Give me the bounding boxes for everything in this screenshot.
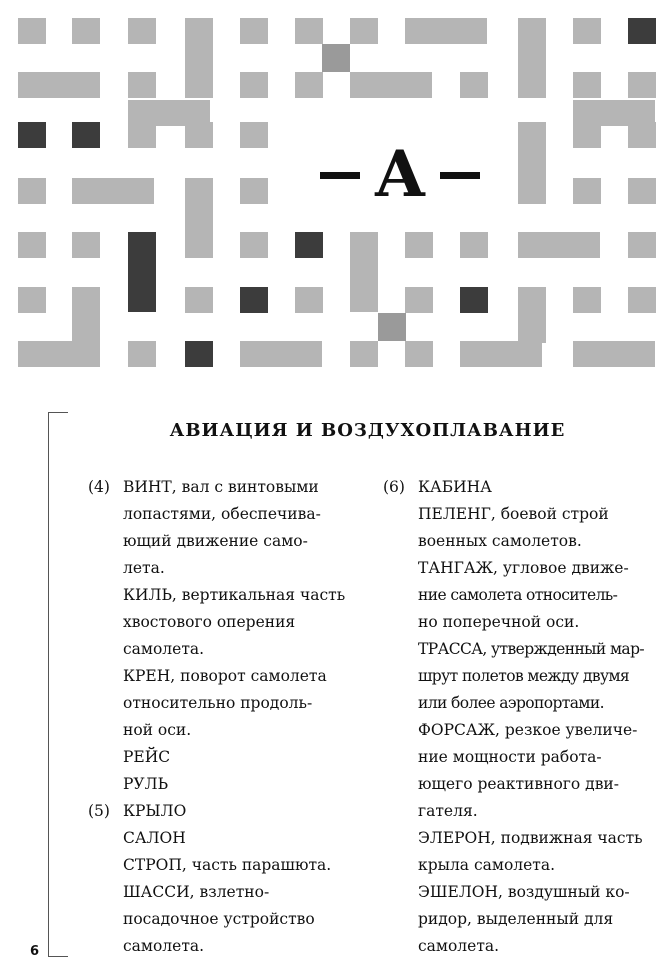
entry-line: ющий движение само- (123, 532, 308, 550)
entry-line: относительно продоль- (123, 694, 313, 712)
word-group (383, 474, 658, 960)
dash-right (440, 172, 480, 179)
entry-line: ющего реактивного дви- (418, 775, 619, 793)
entry-line: САЛОН (123, 829, 186, 847)
entry-line: КРЕН, поворот самолета (123, 667, 327, 685)
crossword-header-pattern (0, 0, 668, 380)
entry-line: самолета. (123, 937, 205, 955)
entry-line: РЕЙС (123, 748, 171, 766)
entry-line: ной оси. (123, 721, 192, 739)
word-group (88, 474, 373, 798)
entry-line: посадочное устройство (123, 910, 315, 928)
entry-line: ние самолета относитель- (418, 586, 618, 604)
entry-line: лета. (123, 559, 165, 577)
entry-line: ТРАССА, утвержденный мар- (418, 640, 645, 658)
entry-line: ридор, выделенный для (418, 910, 614, 928)
entry-line: ТАНГАЖ, угловое движе- (418, 559, 629, 577)
margin-bracket-top (48, 412, 68, 413)
entry-line: ние мощности работа- (418, 748, 602, 766)
entry-line: но поперечной оси. (418, 613, 580, 631)
entry-line: КАБИНА (418, 478, 492, 496)
entry-line: ЭШЕЛОН, воздушный ко- (418, 883, 630, 901)
chapter-letter-block (300, 120, 500, 230)
entry-line: ЭЛЕРОН, подвижная часть (418, 829, 643, 847)
entry-line: ВИНТ, вал с винтовыми (123, 478, 319, 496)
word-group (88, 798, 373, 960)
chapter-letter: А (373, 137, 427, 212)
entry-line: лопастями, обеспечива- (123, 505, 321, 523)
entry-line: КИЛЬ, вертикальная часть (123, 586, 346, 604)
margin-bracket-bottom (48, 956, 68, 957)
entry-line: СТРОП, часть парашюта. (123, 856, 332, 874)
entry-line: хвостового оперения (123, 613, 296, 631)
page-number: 6 (30, 944, 40, 959)
entry-line: самолета. (418, 937, 500, 955)
entry-line: КРЫЛО (123, 802, 187, 820)
entry-line: ФОРСАЖ, резкое увеличе- (418, 721, 638, 739)
letter-count: (5) (88, 802, 110, 820)
left-column (88, 474, 373, 960)
section-title: АВИАЦИЯ И ВОЗДУХОПЛАВАНИЕ (169, 420, 566, 441)
margin-bracket (48, 412, 49, 957)
entry-line: ШАССИ, взлетно- (123, 883, 270, 901)
dash-left (320, 172, 360, 179)
right-column (383, 474, 658, 960)
letter-count: (4) (88, 478, 110, 496)
entry-line: гателя. (418, 802, 478, 820)
entry-line: самолета. (123, 640, 205, 658)
entry-line: шрут полетов между двумя (418, 667, 630, 685)
letter-count: (6) (383, 478, 405, 496)
entry-line: крыла самолета. (418, 856, 556, 874)
entry-line: ПЕЛЕНГ, боевой строй (418, 505, 609, 523)
entry-line: или более аэропортами. (418, 694, 604, 712)
entry-line: РУЛЬ (123, 775, 169, 793)
entry-line: военных самолетов. (418, 532, 582, 550)
